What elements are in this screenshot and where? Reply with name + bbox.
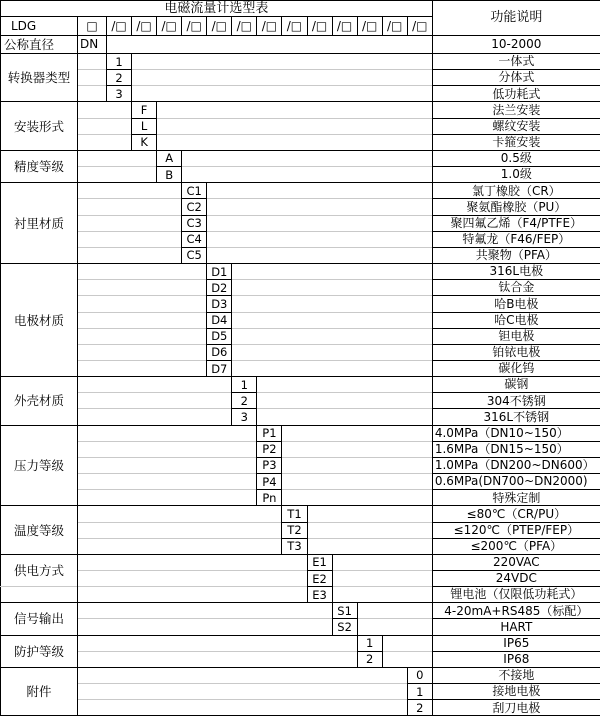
grid-filler	[78, 667, 408, 683]
category-label: 温度等级	[1, 506, 78, 554]
dn-label: 公称直径	[1, 36, 78, 54]
grid-filler	[257, 393, 432, 409]
grid-filler	[207, 231, 433, 247]
grid-filler	[78, 619, 333, 635]
option-code: D2	[207, 280, 232, 296]
grid-filler	[78, 231, 182, 247]
option-code: C1	[182, 183, 207, 199]
grid-filler	[78, 651, 358, 667]
option-desc: 24VDC	[432, 571, 600, 587]
option-desc: 0.6MPa(DN700~DN2000)	[432, 474, 600, 490]
grid-filler	[78, 118, 132, 134]
option-code: 2	[357, 651, 382, 667]
option-desc: 共聚物（PFA）	[432, 247, 600, 263]
option-desc: 220VAC	[432, 554, 600, 570]
grid-filler	[78, 506, 282, 522]
grid-filler	[232, 344, 433, 360]
option-code: D3	[207, 296, 232, 312]
grid-filler	[207, 247, 433, 263]
option-desc: ≤80℃（CR/PU）	[432, 506, 600, 522]
model-code-slot: /□	[132, 17, 157, 36]
grid-filler	[78, 587, 308, 603]
option-desc: 钽电极	[432, 328, 600, 344]
model-code-slot: /□	[407, 17, 432, 36]
grid-filler	[78, 312, 207, 328]
option-desc: 螺纹安装	[432, 118, 600, 134]
table-title: 电磁流量计选型表	[164, 0, 269, 16]
model-code-slot: /□	[357, 17, 382, 36]
option-code: D5	[207, 328, 232, 344]
dn-spacer	[107, 36, 433, 54]
option-desc: 卡箍安装	[432, 134, 600, 150]
model-code-slot: /□	[382, 17, 407, 36]
option-code: F	[132, 102, 157, 118]
option-desc: 刮刀电极	[432, 700, 600, 716]
option-code: C2	[182, 199, 207, 215]
category-label: 附件	[1, 667, 78, 715]
option-code: 1	[407, 684, 432, 700]
grid-filler	[78, 457, 257, 473]
grid-filler	[232, 264, 433, 280]
grid-filler	[357, 603, 432, 619]
grid-filler	[78, 296, 207, 312]
option-desc: 聚四氟乙烯（F4/PTFE）	[432, 215, 600, 231]
grid-filler	[232, 328, 433, 344]
grid-filler	[78, 134, 132, 150]
grid-filler	[78, 54, 107, 70]
option-code: 0	[407, 667, 432, 683]
grid-filler	[78, 490, 257, 506]
option-code: 3	[232, 409, 257, 425]
option-desc: 1.0级	[432, 167, 600, 183]
category-label: 衬里材质	[1, 183, 78, 264]
grid-filler	[132, 70, 433, 86]
category-label: 安装形式	[1, 102, 78, 150]
category-label: 信号输出	[1, 603, 78, 635]
model-code-slot: /□	[232, 17, 257, 36]
grid-filler	[78, 150, 157, 166]
option-code: P4	[257, 474, 282, 490]
grid-filler	[332, 554, 432, 570]
category-label: 转换器类型	[1, 54, 78, 102]
option-desc: 碳钢	[432, 377, 600, 393]
grid-filler	[282, 457, 432, 473]
grid-filler	[78, 102, 132, 118]
grid-filler	[78, 215, 182, 231]
option-desc: 接地电极	[432, 684, 600, 700]
grid-filler	[157, 102, 433, 118]
model-code-slot: /□	[157, 17, 182, 36]
category-label: 精度等级	[1, 150, 78, 182]
category-label: 防护等级	[1, 635, 78, 667]
grid-filler	[207, 215, 433, 231]
grid-filler	[382, 635, 432, 651]
model-code-box: □	[78, 17, 107, 36]
grid-filler	[78, 86, 107, 102]
option-code: T1	[282, 506, 307, 522]
grid-filler	[132, 86, 433, 102]
grid-filler	[78, 441, 257, 457]
model-code-slot: /□	[107, 17, 132, 36]
category-label: 压力等级	[1, 425, 78, 506]
grid-filler	[78, 425, 257, 441]
grid-filler	[232, 360, 433, 376]
grid-filler	[78, 603, 333, 619]
option-desc: 聚氨酯橡胶（PU）	[432, 199, 600, 215]
option-desc: 氯丁橡胶（CR）	[432, 183, 600, 199]
grid-filler	[78, 409, 232, 425]
grid-filler	[332, 587, 432, 603]
option-code: E2	[307, 571, 332, 587]
grid-filler	[332, 571, 432, 587]
grid-filler	[357, 619, 432, 635]
grid-filler	[157, 118, 433, 134]
grid-filler	[207, 183, 433, 199]
option-code: E1	[307, 554, 332, 570]
grid-filler	[78, 684, 408, 700]
category-label: 外壳材质	[1, 377, 78, 425]
option-code: 1	[357, 635, 382, 651]
grid-filler	[78, 377, 232, 393]
grid-filler	[78, 344, 207, 360]
option-desc: 低功耗式	[432, 86, 600, 102]
option-code: S1	[332, 603, 357, 619]
option-code: C5	[182, 247, 207, 263]
option-code: S2	[332, 619, 357, 635]
model-code-slot: /□	[207, 17, 232, 36]
option-code: L	[132, 118, 157, 134]
grid-filler	[78, 70, 107, 86]
option-desc: 4-20mA+RS485（标配）	[432, 603, 600, 619]
grid-filler	[157, 134, 433, 150]
function-column-header: 功能说明	[432, 1, 600, 36]
option-code: 1	[232, 377, 257, 393]
option-desc: 碳化钨	[432, 360, 600, 376]
grid-filler	[78, 199, 182, 215]
grid-filler	[78, 474, 257, 490]
grid-filler	[78, 167, 157, 183]
option-code: D1	[207, 264, 232, 280]
grid-filler	[78, 280, 207, 296]
option-desc: 特氟龙（F46/FEP）	[432, 231, 600, 247]
category-label: 电极材质	[1, 264, 78, 377]
option-desc: 304不锈钢	[432, 393, 600, 409]
option-desc: ≤120℃（PTEP/FEP）	[432, 522, 600, 538]
option-code: Pn	[257, 490, 282, 506]
grid-filler	[282, 490, 432, 506]
grid-filler	[78, 393, 232, 409]
option-desc: 316L电极	[432, 264, 600, 280]
option-code: C4	[182, 231, 207, 247]
model-code-slot: /□	[332, 17, 357, 36]
option-desc: 法兰安装	[432, 102, 600, 118]
model-code-slot: /□	[182, 17, 207, 36]
grid-filler	[182, 150, 433, 166]
grid-filler	[232, 280, 433, 296]
grid-filler	[132, 54, 433, 70]
option-code: 2	[107, 70, 132, 86]
option-desc: ≤200℃（PFA）	[432, 538, 600, 554]
model-code-slot: /□	[307, 17, 332, 36]
grid-filler	[182, 167, 433, 183]
option-desc: 锂电池（仅限低功耗式）	[432, 587, 600, 603]
grid-filler	[282, 425, 432, 441]
option-desc: 特殊定制	[432, 490, 600, 506]
grid-filler	[78, 360, 207, 376]
grid-filler	[307, 506, 432, 522]
category-label: 供电方式	[1, 554, 78, 586]
option-code: 3	[107, 86, 132, 102]
grid-filler	[78, 522, 282, 538]
option-code: D4	[207, 312, 232, 328]
grid-filler	[282, 441, 432, 457]
grid-filler	[307, 538, 432, 554]
grid-filler	[232, 312, 433, 328]
option-code: P3	[257, 457, 282, 473]
option-desc: IP65	[432, 635, 600, 651]
grid-filler	[307, 522, 432, 538]
grid-filler	[207, 199, 433, 215]
option-desc: 一体式	[432, 54, 600, 70]
model-code-slot: /□	[257, 17, 282, 36]
option-desc: 316L不锈钢	[432, 409, 600, 425]
grid-filler	[78, 571, 308, 587]
grid-filler	[78, 247, 182, 263]
option-desc: IP68	[432, 651, 600, 667]
option-desc: HART	[432, 619, 600, 635]
grid-filler	[382, 651, 432, 667]
grid-filler	[78, 700, 408, 716]
option-code: D6	[207, 344, 232, 360]
grid-filler	[78, 554, 308, 570]
option-code: 2	[407, 700, 432, 716]
dn-desc: 10-2000	[432, 36, 600, 54]
grid-filler	[257, 377, 432, 393]
option-desc: 1.0MPa（DN200~DN600）	[432, 457, 600, 473]
option-desc: 4.0MPa（DN10~150）	[432, 425, 600, 441]
dn-code: DN	[78, 36, 107, 54]
option-code: K	[132, 134, 157, 150]
option-desc: 哈B电极	[432, 296, 600, 312]
option-code: 1	[107, 54, 132, 70]
option-code: E3	[307, 587, 332, 603]
option-code: T2	[282, 522, 307, 538]
option-code: P1	[257, 425, 282, 441]
option-code: A	[157, 150, 182, 166]
grid-filler	[78, 264, 207, 280]
model-prefix: LDG	[1, 17, 78, 36]
grid-filler	[78, 635, 358, 651]
grid-filler	[257, 409, 432, 425]
category-label-spacer	[1, 587, 78, 603]
option-code: T3	[282, 538, 307, 554]
option-code: P2	[257, 441, 282, 457]
option-desc: 0.5级	[432, 150, 600, 166]
option-code: D7	[207, 360, 232, 376]
grid-filler	[78, 328, 207, 344]
grid-filler	[78, 183, 182, 199]
option-desc: 钛合金	[432, 280, 600, 296]
grid-filler	[282, 474, 432, 490]
option-desc: 1.6MPa（DN15~150）	[432, 441, 600, 457]
option-desc: 分体式	[432, 70, 600, 86]
option-code: 2	[232, 393, 257, 409]
grid-filler	[78, 538, 282, 554]
option-code: C3	[182, 215, 207, 231]
option-desc: 不接地	[432, 667, 600, 683]
option-desc: 哈C电极	[432, 312, 600, 328]
option-desc: 铂铱电极	[432, 344, 600, 360]
grid-filler	[232, 296, 433, 312]
model-code-slot: /□	[282, 17, 307, 36]
option-code: B	[157, 167, 182, 183]
